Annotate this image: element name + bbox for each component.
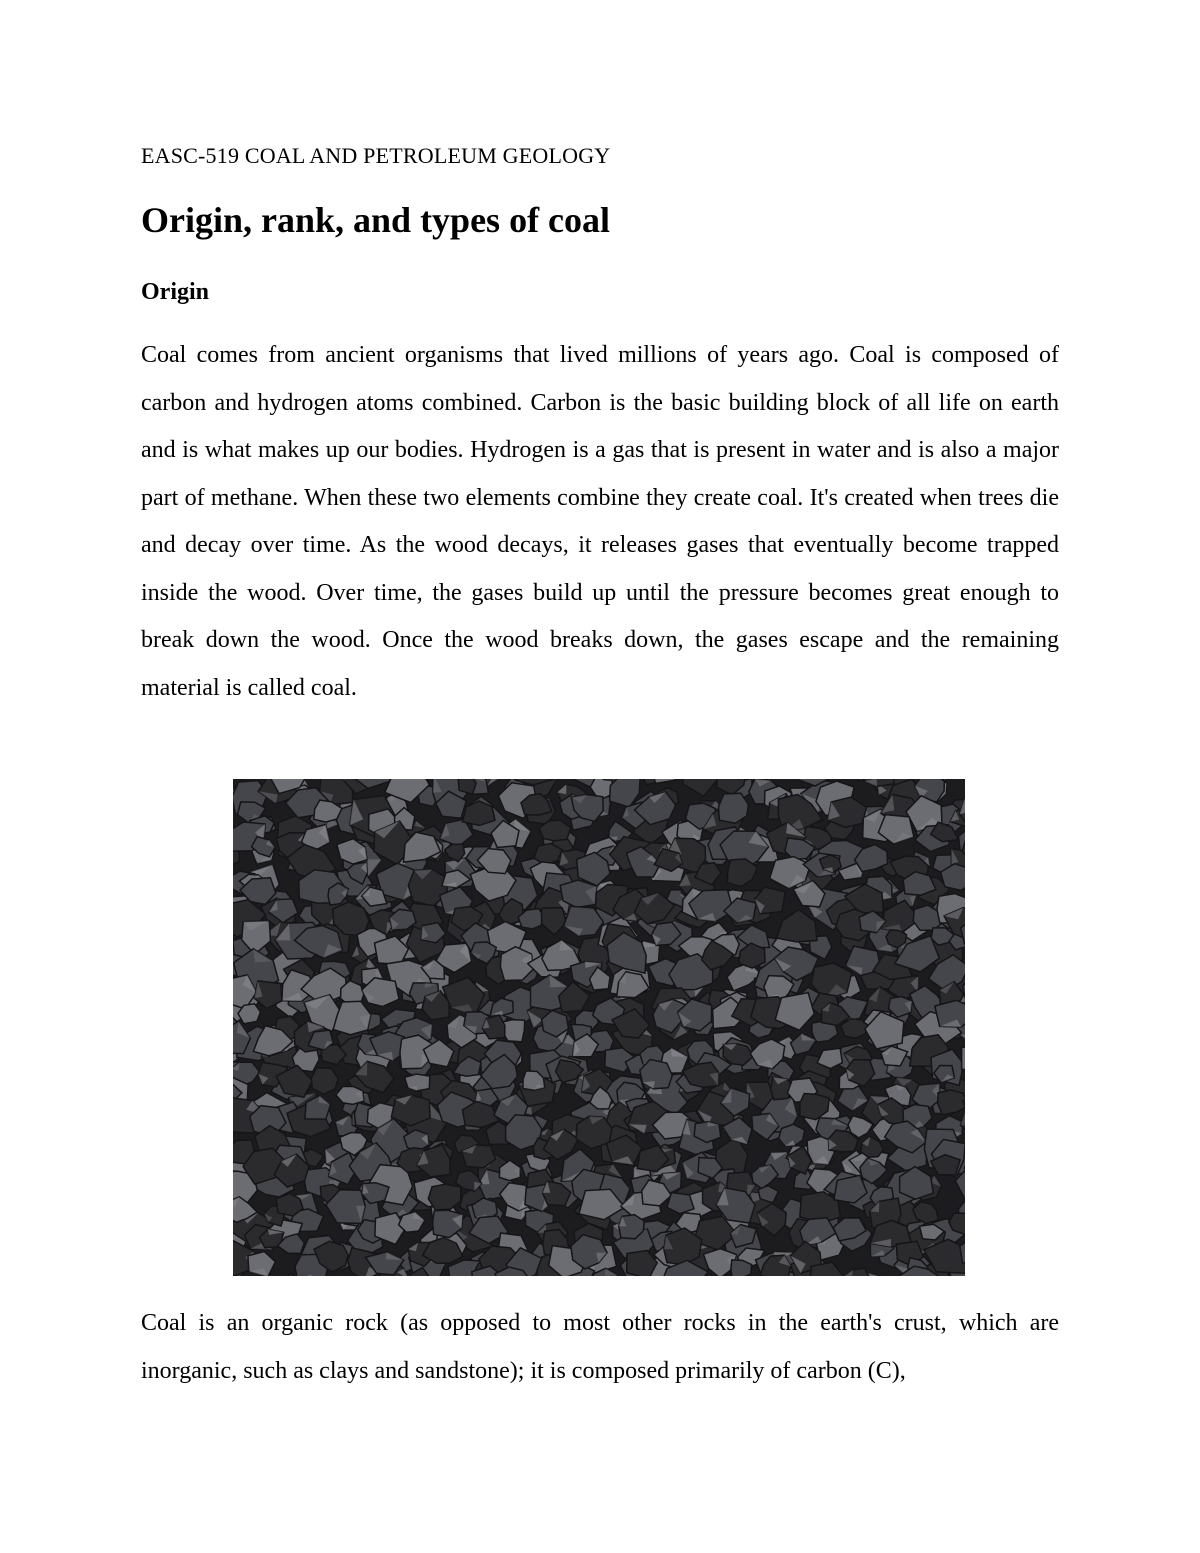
coal-definition-paragraph: Coal is an organic rock (as opposed to most other rocks in the earth's crust, which are inorganic, such as clays and sandstone); it is composed primarily of carbon (C),: [141, 1310, 1059, 1384]
coal-lumps-photo: [233, 779, 965, 1276]
section-heading-origin: Origin: [141, 279, 210, 305]
origin-paragraph: Coal comes from ancient organisms that lived millions of years ago. Coal is composed of carbon and hydrogen atoms combined. Carbon is the basic building block of all life on earth and is what makes up our bodies. Hydrogen is a gas that is present in water and is also a major part of methane. When these two elements combine they create coal. It's created when trees die and decay over time. As the wood decays, it releases gases that eventually become trapped inside the wood. Over time, the gases build up until the pressure becomes great enough to break down the wood. Once the wood breaks down, the gases escape and the remaining material is called coal.: [141, 342, 1059, 701]
course-header: EASC-519 COAL AND PETROLEUM GEOLOGY: [141, 143, 611, 168]
coal-lumps-illustration: [233, 779, 965, 1276]
document-title: Origin, rank, and types of coal: [141, 200, 611, 240]
